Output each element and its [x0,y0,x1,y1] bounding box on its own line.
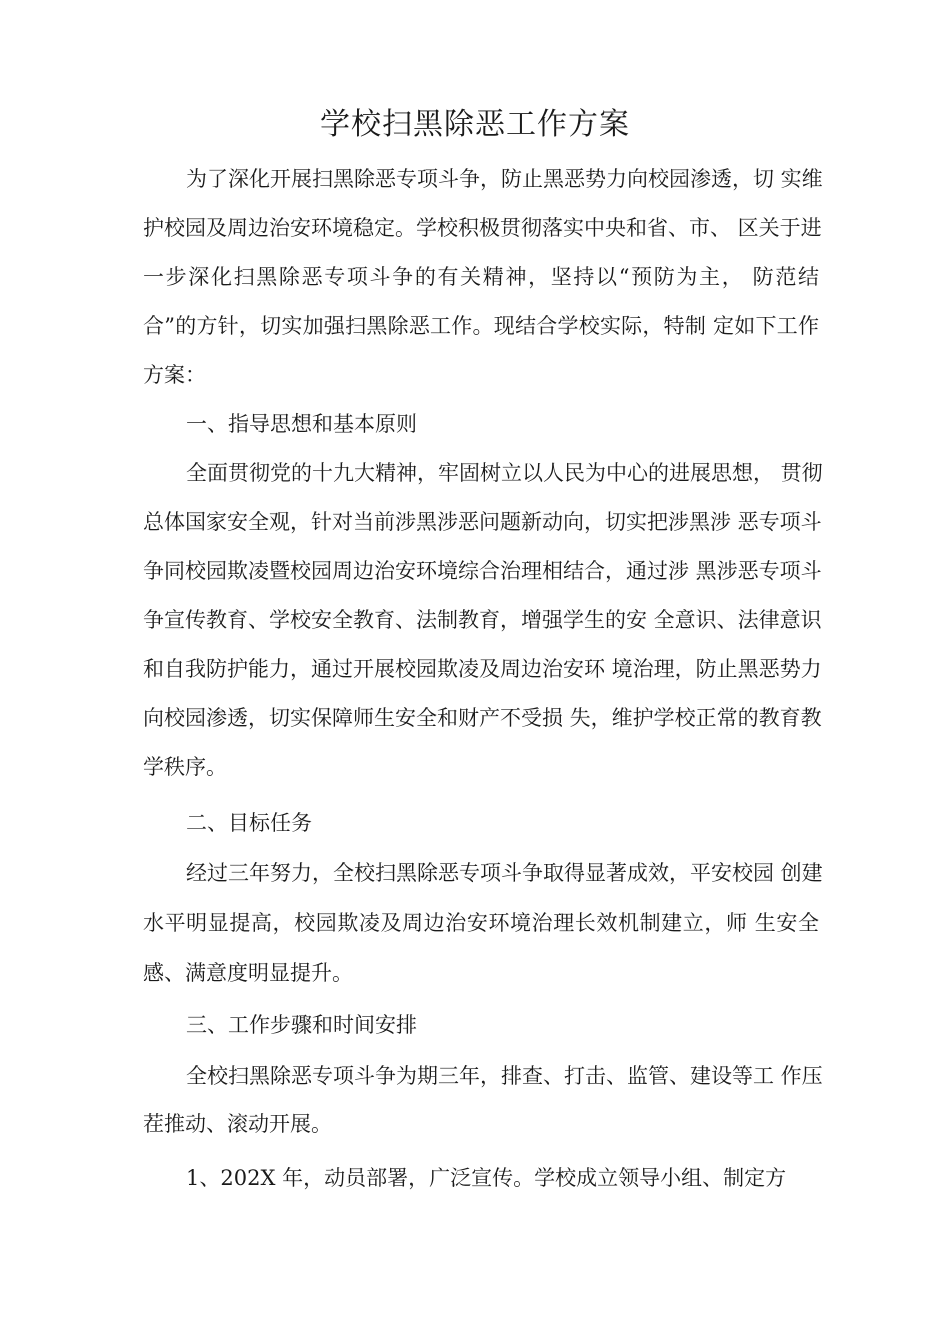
paragraph-line: 一步深化扫黑除恶专项斗争的有关精神，坚持以“预防为主， 防范结 [143,265,819,289]
paragraph-line: 争宣传教育、学校安全教育、法制教育，增强学生的安 全意识、法律意识 [143,608,822,632]
document-title: 学校扫黑除恶工作方案 [320,107,630,142]
paragraph-line: 全校扫黑除恶专项斗争为期三年，排查、打击、监管、建设等工 作压 [186,1064,823,1088]
paragraph-line: 感、满意度明显提升。 [143,961,353,985]
paragraph-line: 1、202X 年，动员部署，广泛宣传。学校成立领导小组、制定方 [186,1166,787,1190]
paragraph-line: 茬推动、滚动开展。 [143,1112,332,1136]
paragraph-line: 护校园及周边治安环境稳定。学校积极贯彻落实中央和省、市、 区关于进 [143,216,822,240]
paragraph-line: 合”的方针，切实加强扫黑除恶工作。现结合学校实际，特制 定如下工作 [143,314,819,338]
paragraph-line: 全面贯彻党的十九大精神，牢固树立以人民为中心的进展思想， 贯彻 [186,461,823,485]
paragraph-line: 向校园渗透，切实保障师生安全和财产不受损 失，维护学校正常的教育教 [143,706,822,730]
section-heading: 一、指导思想和基本原则 [186,412,417,436]
section-heading: 二、目标任务 [186,811,312,835]
paragraph-line: 学秩序。 [143,755,227,779]
paragraph-line: 争同校园欺凌暨校园周边治安环境综合治理相结合，通过涉 黑涉恶专项斗 [143,559,822,583]
paragraph-line: 经过三年努力，全校扫黑除恶专项斗争取得显著成效，平安校园 创建 [186,861,823,885]
paragraph-line: 水平明显提高，校园欺凌及周边治安环境治理长效机制建立，师 生安全 [143,911,819,935]
paragraph-line: 为了深化开展扫黑除恶专项斗争，防止黑恶势力向校园渗透，切 实维 [186,167,823,191]
section-heading: 三、工作步骤和时间安排 [186,1013,417,1037]
paragraph-line: 总体国家安全观，针对当前涉黑涉恶问题新动向，切实把涉黑涉 恶专项斗 [143,510,822,534]
paragraph-line: 和自我防护能力，通过开展校园欺凌及周边治安环 境治理，防止黑恶势力 [143,657,822,681]
paragraph-line: 方案： [143,363,206,387]
